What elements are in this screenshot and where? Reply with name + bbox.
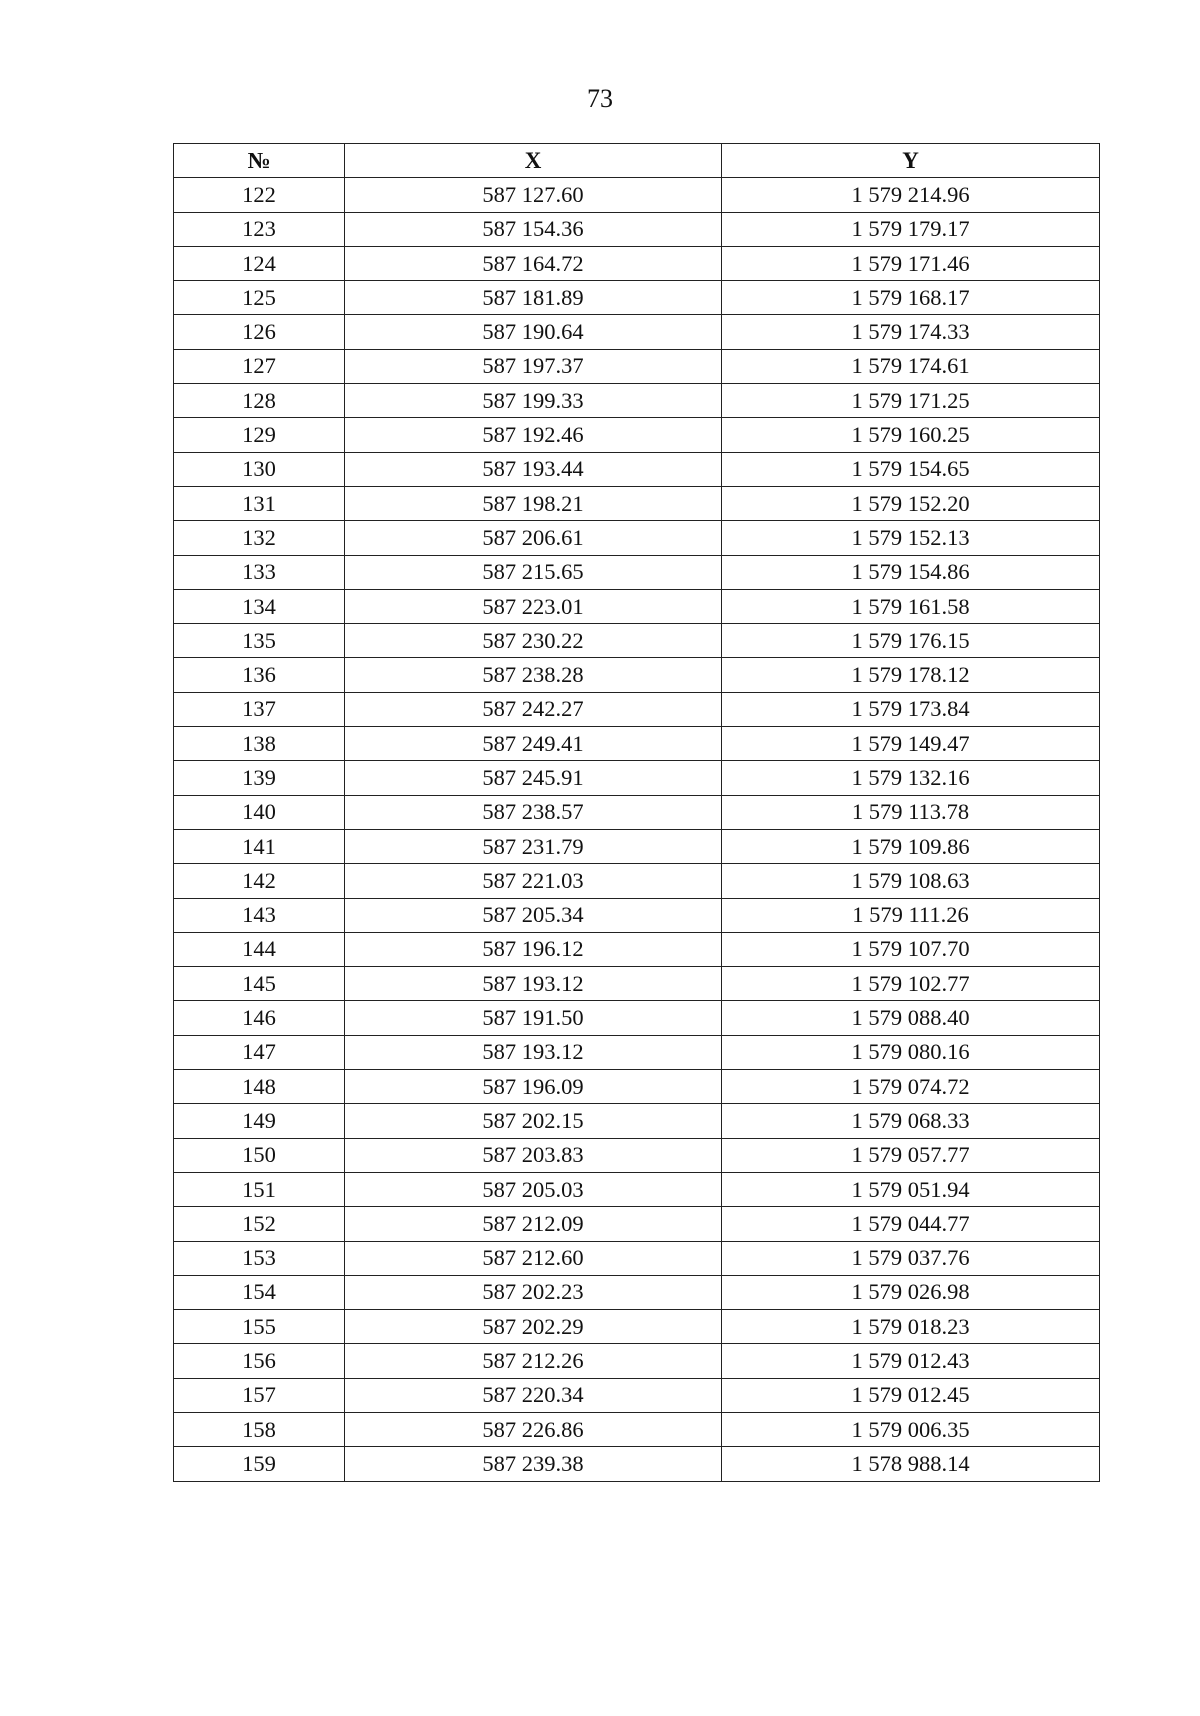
cell-x: 587 197.37 bbox=[345, 349, 722, 383]
cell-x: 587 215.65 bbox=[345, 555, 722, 589]
cell-number: 146 bbox=[174, 1001, 345, 1035]
cell-x: 587 202.29 bbox=[345, 1310, 722, 1344]
table-row bbox=[174, 624, 1100, 658]
cell-x: 587 154.36 bbox=[345, 212, 722, 246]
table-row bbox=[174, 212, 1100, 246]
cell-y: 1 579 171.25 bbox=[722, 384, 1100, 418]
cell-x: 587 199.33 bbox=[345, 384, 722, 418]
cell-x: 587 193.12 bbox=[345, 1035, 722, 1069]
cell-x: 587 193.44 bbox=[345, 452, 722, 486]
cell-x: 587 212.09 bbox=[345, 1207, 722, 1241]
cell-y: 1 579 113.78 bbox=[722, 795, 1100, 829]
table-row bbox=[174, 1447, 1100, 1481]
cell-y: 1 579 154.65 bbox=[722, 452, 1100, 486]
cell-y: 1 579 068.33 bbox=[722, 1104, 1100, 1138]
cell-number: 155 bbox=[174, 1310, 345, 1344]
cell-y: 1 579 179.17 bbox=[722, 212, 1100, 246]
cell-number: 133 bbox=[174, 555, 345, 589]
cell-x: 587 196.09 bbox=[345, 1070, 722, 1104]
cell-y: 1 579 171.46 bbox=[722, 246, 1100, 280]
cell-number: 135 bbox=[174, 624, 345, 658]
table-row bbox=[174, 521, 1100, 555]
cell-y: 1 579 018.23 bbox=[722, 1310, 1100, 1344]
table-row bbox=[174, 864, 1100, 898]
table-row bbox=[174, 1138, 1100, 1172]
cell-x: 587 205.34 bbox=[345, 898, 722, 932]
cell-number: 154 bbox=[174, 1275, 345, 1309]
table-row bbox=[174, 692, 1100, 726]
cell-number: 132 bbox=[174, 521, 345, 555]
cell-y: 1 579 214.96 bbox=[722, 178, 1100, 212]
table-row bbox=[174, 178, 1100, 212]
cell-y: 1 579 107.70 bbox=[722, 932, 1100, 966]
cell-y: 1 579 074.72 bbox=[722, 1070, 1100, 1104]
cell-x: 587 242.27 bbox=[345, 692, 722, 726]
cell-number: 138 bbox=[174, 727, 345, 761]
cell-x: 587 206.61 bbox=[345, 521, 722, 555]
table-row bbox=[174, 1172, 1100, 1206]
cell-number: 122 bbox=[174, 178, 345, 212]
table-row bbox=[174, 1275, 1100, 1309]
header-row bbox=[174, 144, 1100, 178]
table-body bbox=[174, 178, 1100, 1481]
header-x: X bbox=[345, 144, 722, 178]
cell-x: 587 203.83 bbox=[345, 1138, 722, 1172]
cell-x: 587 230.22 bbox=[345, 624, 722, 658]
cell-number: 125 bbox=[174, 281, 345, 315]
cell-x: 587 191.50 bbox=[345, 1001, 722, 1035]
cell-x: 587 202.23 bbox=[345, 1275, 722, 1309]
table-row bbox=[174, 452, 1100, 486]
cell-number: 128 bbox=[174, 384, 345, 418]
cell-y: 1 579 012.43 bbox=[722, 1344, 1100, 1378]
table-row bbox=[174, 1310, 1100, 1344]
cell-y: 1 579 044.77 bbox=[722, 1207, 1100, 1241]
cell-x: 587 223.01 bbox=[345, 589, 722, 623]
cell-number: 158 bbox=[174, 1412, 345, 1446]
cell-x: 587 249.41 bbox=[345, 727, 722, 761]
cell-y: 1 579 026.98 bbox=[722, 1275, 1100, 1309]
cell-y: 1 579 057.77 bbox=[722, 1138, 1100, 1172]
table-row bbox=[174, 1104, 1100, 1138]
cell-number: 126 bbox=[174, 315, 345, 349]
cell-y: 1 579 149.47 bbox=[722, 727, 1100, 761]
cell-y: 1 579 178.12 bbox=[722, 658, 1100, 692]
cell-number: 123 bbox=[174, 212, 345, 246]
table-row bbox=[174, 1378, 1100, 1412]
cell-y: 1 579 174.61 bbox=[722, 349, 1100, 383]
cell-number: 148 bbox=[174, 1070, 345, 1104]
cell-x: 587 238.28 bbox=[345, 658, 722, 692]
table-row bbox=[174, 384, 1100, 418]
table-row bbox=[174, 658, 1100, 692]
cell-number: 137 bbox=[174, 692, 345, 726]
table-row bbox=[174, 281, 1100, 315]
table-row bbox=[174, 1344, 1100, 1378]
cell-y: 1 579 152.13 bbox=[722, 521, 1100, 555]
cell-x: 587 238.57 bbox=[345, 795, 722, 829]
cell-number: 159 bbox=[174, 1447, 345, 1481]
table-row bbox=[174, 967, 1100, 1001]
cell-y: 1 579 102.77 bbox=[722, 967, 1100, 1001]
table-row bbox=[174, 932, 1100, 966]
table-header bbox=[174, 144, 1100, 178]
cell-number: 145 bbox=[174, 967, 345, 1001]
cell-number: 139 bbox=[174, 761, 345, 795]
cell-number: 147 bbox=[174, 1035, 345, 1069]
cell-number: 127 bbox=[174, 349, 345, 383]
cell-y: 1 579 160.25 bbox=[722, 418, 1100, 452]
cell-y: 1 579 006.35 bbox=[722, 1412, 1100, 1446]
cell-number: 136 bbox=[174, 658, 345, 692]
header-y: Y bbox=[722, 144, 1100, 178]
cell-y: 1 579 037.76 bbox=[722, 1241, 1100, 1275]
cell-x: 587 198.21 bbox=[345, 486, 722, 520]
cell-y: 1 579 168.17 bbox=[722, 281, 1100, 315]
cell-x: 587 193.12 bbox=[345, 967, 722, 1001]
cell-x: 587 205.03 bbox=[345, 1172, 722, 1206]
cell-number: 150 bbox=[174, 1138, 345, 1172]
cell-y: 1 579 012.45 bbox=[722, 1378, 1100, 1412]
cell-x: 587 221.03 bbox=[345, 864, 722, 898]
cell-number: 144 bbox=[174, 932, 345, 966]
cell-y: 1 579 088.40 bbox=[722, 1001, 1100, 1035]
table-row bbox=[174, 795, 1100, 829]
table-row bbox=[174, 1412, 1100, 1446]
cell-number: 156 bbox=[174, 1344, 345, 1378]
cell-x: 587 190.64 bbox=[345, 315, 722, 349]
table-row bbox=[174, 1070, 1100, 1104]
cell-y: 1 579 132.16 bbox=[722, 761, 1100, 795]
coordinates-table bbox=[173, 143, 1100, 1482]
cell-x: 587 231.79 bbox=[345, 829, 722, 863]
table-row bbox=[174, 727, 1100, 761]
table-row bbox=[174, 555, 1100, 589]
table-row bbox=[174, 1001, 1100, 1035]
cell-y: 1 579 154.86 bbox=[722, 555, 1100, 589]
cell-number: 129 bbox=[174, 418, 345, 452]
cell-y: 1 579 051.94 bbox=[722, 1172, 1100, 1206]
table-row bbox=[174, 898, 1100, 932]
cell-x: 587 202.15 bbox=[345, 1104, 722, 1138]
cell-y: 1 579 109.86 bbox=[722, 829, 1100, 863]
cell-x: 587 196.12 bbox=[345, 932, 722, 966]
header-number: № bbox=[174, 144, 345, 178]
table-row bbox=[174, 761, 1100, 795]
cell-number: 140 bbox=[174, 795, 345, 829]
cell-y: 1 579 080.16 bbox=[722, 1035, 1100, 1069]
table-row bbox=[174, 1207, 1100, 1241]
cell-y: 1 579 108.63 bbox=[722, 864, 1100, 898]
cell-x: 587 164.72 bbox=[345, 246, 722, 280]
cell-y: 1 579 173.84 bbox=[722, 692, 1100, 726]
cell-number: 149 bbox=[174, 1104, 345, 1138]
table-row bbox=[174, 418, 1100, 452]
cell-number: 141 bbox=[174, 829, 345, 863]
cell-y: 1 579 174.33 bbox=[722, 315, 1100, 349]
table-row bbox=[174, 315, 1100, 349]
cell-number: 134 bbox=[174, 589, 345, 623]
cell-y: 1 579 161.58 bbox=[722, 589, 1100, 623]
cell-number: 152 bbox=[174, 1207, 345, 1241]
cell-number: 142 bbox=[174, 864, 345, 898]
table-row bbox=[174, 829, 1100, 863]
cell-number: 157 bbox=[174, 1378, 345, 1412]
cell-x: 587 127.60 bbox=[345, 178, 722, 212]
cell-x: 587 220.34 bbox=[345, 1378, 722, 1412]
cell-y: 1 579 176.15 bbox=[722, 624, 1100, 658]
table-row bbox=[174, 246, 1100, 280]
cell-x: 587 239.38 bbox=[345, 1447, 722, 1481]
cell-x: 587 245.91 bbox=[345, 761, 722, 795]
cell-x: 587 226.86 bbox=[345, 1412, 722, 1446]
table-row bbox=[174, 349, 1100, 383]
cell-y: 1 578 988.14 bbox=[722, 1447, 1100, 1481]
cell-x: 587 212.26 bbox=[345, 1344, 722, 1378]
cell-number: 131 bbox=[174, 486, 345, 520]
page-number: 73 bbox=[587, 84, 613, 113]
table-row bbox=[174, 1035, 1100, 1069]
table-row bbox=[174, 1241, 1100, 1275]
cell-number: 151 bbox=[174, 1172, 345, 1206]
cell-number: 153 bbox=[174, 1241, 345, 1275]
cell-number: 130 bbox=[174, 452, 345, 486]
cell-x: 587 192.46 bbox=[345, 418, 722, 452]
table-row bbox=[174, 486, 1100, 520]
cell-number: 124 bbox=[174, 246, 345, 280]
cell-y: 1 579 152.20 bbox=[722, 486, 1100, 520]
table-row bbox=[174, 589, 1100, 623]
cell-number: 143 bbox=[174, 898, 345, 932]
cell-y: 1 579 111.26 bbox=[722, 898, 1100, 932]
cell-x: 587 181.89 bbox=[345, 281, 722, 315]
cell-x: 587 212.60 bbox=[345, 1241, 722, 1275]
